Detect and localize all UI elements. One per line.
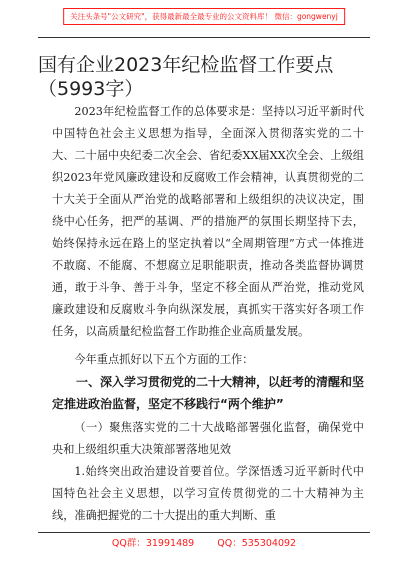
header-banner: 关注头条号"公文研究"，获得最新最全最专业的公文资料库！ 微信：gongwenyj: [63, 8, 345, 25]
footer-qq-group: QQ群：31991489: [111, 538, 195, 549]
section-heading-1: 一、深入学习贯彻党的二十大精神，以赶考的清醒和坚定推进政治监督，坚定不移践行“两个维护”: [52, 375, 365, 411]
footer-divider: [38, 532, 370, 533]
header-divider: [38, 37, 370, 38]
paragraph-five-aspects: 今年重点抓好以下五个方面的工作：: [74, 353, 254, 366]
footer-qq: QQ：535304092: [217, 538, 297, 549]
paragraph-political-construction: 1.始终突出政治建设首要首位。学深悟透习近平新时代中国特色社会主义思想，以学习宣传贯彻党的二十大精神为主线，准确把握党的二十大提出的重大判断、重: [52, 465, 364, 522]
subsection-heading-1: （一）聚焦落实党的二十大战略部署强化监督，确保党中央和上级组织重大决策部署落地见效: [52, 421, 364, 456]
paragraph-general-requirements: 2023年纪检监督工作的总体要求是：坚持以习近平新时代中国特色社会主义思想为指导，全面深入贯彻落实党的二十大、二十届中央纪委二次全会、省纪委XX届XX次全会、上级组织2023年党风廉政建设和反腐败工作会精神，认真贯彻党的二十大关于全面从严治党的战略部署和上级组织的决议决定，围绕中心任务，把严的基调、严的措施严的氛围长期坚持下去，始终保持永远在路上的坚定执着以“全周期管理”方式一体推进不敢腐、不能腐、不想腐立足职能职责，推动各类监督协调贯通，敢于斗争、善于斗争，坚定不移全面从严治党，推动党风廉政建设和反腐败斗争向纵深发展，真抓实干落实好各项工作任务，以高质量纪检监督工作助推企业高质量发展。: [52, 105, 364, 338]
document-title: 国有企业2023年纪检监督工作要点（5993字）: [38, 54, 334, 100]
footer: [0, 535, 408, 549]
